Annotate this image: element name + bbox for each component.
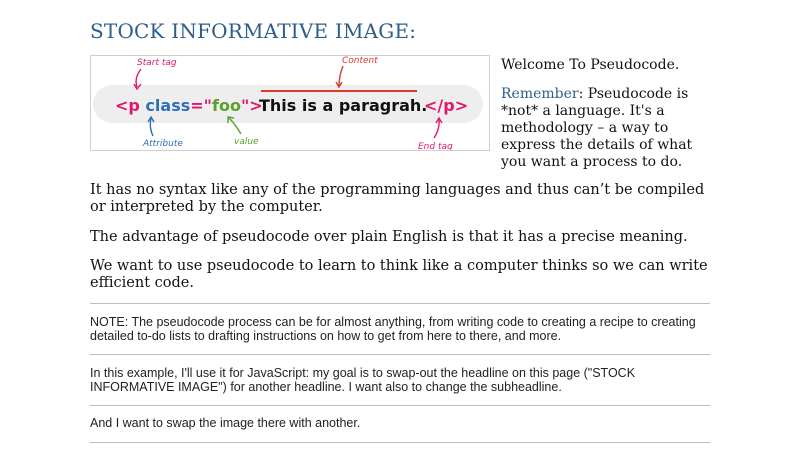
note-pseudocode-uses: NOTE: The pseudocode process can be for almost anything, from writing code to creating a recipe to creating detailed to-do lists to drafting instructions on how to get from here to there, and more.: [90, 315, 696, 343]
code-line: [115, 96, 263, 115]
paragraph-syntax: It has no syntax like any of the programming languages and thus can’t be compiled or interpreted by the computer.: [90, 182, 705, 215]
divider: [90, 354, 710, 355]
content-label: Content: [342, 56, 378, 66]
page-headline: STOCK INFORMATIVE IMAGE:: [90, 19, 417, 43]
close-quote-text: ">: [240, 96, 263, 115]
content-text: This is a paragrah.: [259, 96, 428, 115]
end-tag-text: </p>: [424, 96, 469, 115]
remember-text: : Pseudocode is *not* a language. It's a methodology – a way to express the details of what you want a process to do.: [501, 86, 693, 170]
note-javascript-example: In this example, I'll use it for JavaScript: my goal is to swap-out the headline on this page ("STOCK INFORMATIVE IMAGE") for another headline. I want also to change the subheadline.: [90, 366, 636, 394]
attribute-label: Attribute: [143, 139, 183, 149]
intro-aside: [501, 55, 716, 171]
open-tag-text: <p: [115, 96, 140, 115]
value-label: value: [234, 137, 259, 147]
value-text: foo: [212, 96, 241, 115]
equals-quote-text: =": [190, 96, 212, 115]
divider: [90, 442, 710, 443]
welcome-text: Welcome To Pseudocode.: [501, 57, 680, 73]
stock-informative-image: [90, 55, 490, 151]
remember-paragraph: [501, 86, 716, 171]
attribute-text: class: [139, 96, 191, 115]
remember-label: Remember: [501, 86, 579, 102]
html-anatomy-diagram: [91, 56, 489, 150]
paragraph-think-like-computer: We want to use pseudocode to learn to think like a computer thinks so we can write efficient code.: [90, 258, 708, 291]
end-tag-label: End tag: [418, 142, 453, 150]
paragraph-advantage: The advantage of pseudocode over plain English is that it has a precise meaning.: [90, 229, 688, 245]
start-tag-label: Start tag: [137, 58, 177, 68]
note-swap-image: And I want to swap the image there with another.: [90, 416, 361, 430]
divider: [90, 405, 710, 406]
divider: [90, 303, 710, 304]
